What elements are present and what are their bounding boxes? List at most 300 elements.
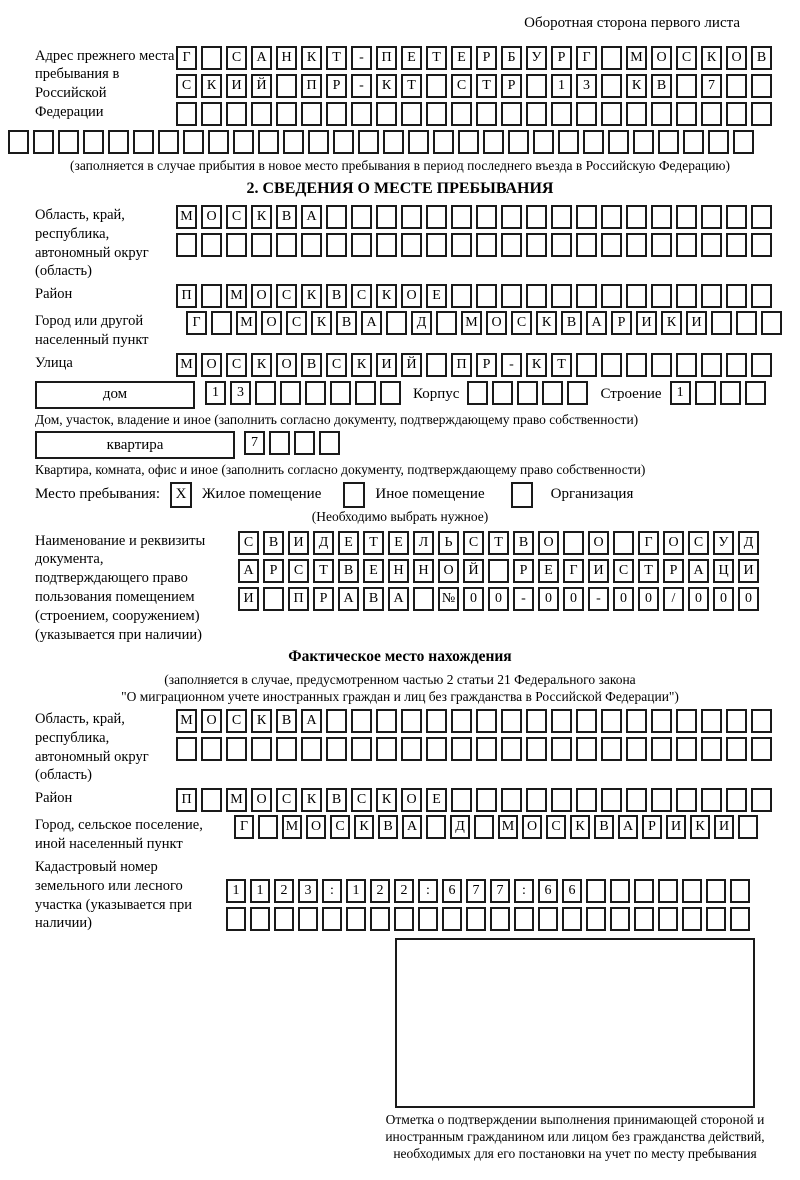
char-cell[interactable]: - — [513, 587, 534, 611]
char-cell[interactable]: М — [498, 815, 518, 839]
char-cell[interactable]: К — [301, 46, 322, 70]
char-cell[interactable] — [426, 709, 447, 733]
char-cell[interactable] — [451, 709, 472, 733]
char-cell[interactable] — [386, 311, 407, 335]
char-cell[interactable] — [426, 233, 447, 257]
fact-oblast-row-2[interactable] — [176, 737, 776, 761]
char-cell[interactable]: Е — [388, 531, 409, 555]
char-cell[interactable]: С — [351, 284, 372, 308]
char-cell[interactable] — [351, 709, 372, 733]
char-cell[interactable] — [351, 205, 372, 229]
char-cell[interactable]: 7 — [466, 879, 486, 903]
char-cell[interactable] — [526, 74, 547, 98]
char-cell[interactable] — [274, 907, 294, 931]
char-cell[interactable] — [626, 205, 647, 229]
char-cell[interactable] — [626, 102, 647, 126]
char-cell[interactable]: И — [686, 311, 707, 335]
char-cell[interactable]: 2 — [274, 879, 294, 903]
char-cell[interactable] — [726, 788, 747, 812]
char-cell[interactable]: О — [522, 815, 542, 839]
char-cell[interactable] — [726, 74, 747, 98]
char-cell[interactable] — [501, 788, 522, 812]
char-cell[interactable]: Д — [738, 531, 759, 555]
char-cell[interactable] — [433, 130, 454, 154]
char-cell[interactable] — [33, 130, 54, 154]
char-cell[interactable] — [726, 284, 747, 308]
char-cell[interactable]: К — [301, 788, 322, 812]
char-cell[interactable]: 0 — [538, 587, 559, 611]
char-cell[interactable] — [658, 907, 678, 931]
char-cell[interactable] — [601, 353, 622, 377]
char-cell[interactable] — [255, 381, 276, 405]
char-cell[interactable] — [745, 381, 766, 405]
char-cell[interactable] — [351, 737, 372, 761]
char-cell[interactable] — [501, 709, 522, 733]
char-cell[interactable]: Г — [186, 311, 207, 335]
fact-oblast-row-1[interactable] — [176, 709, 776, 733]
char-cell[interactable]: А — [251, 46, 272, 70]
char-cell[interactable] — [451, 284, 472, 308]
char-cell[interactable]: К — [376, 284, 397, 308]
char-cell[interactable] — [651, 709, 672, 733]
char-cell[interactable] — [733, 130, 754, 154]
char-cell[interactable]: И — [714, 815, 734, 839]
char-cell[interactable] — [294, 431, 315, 455]
char-cell[interactable] — [280, 381, 301, 405]
char-cell[interactable] — [576, 788, 597, 812]
char-cell[interactable] — [730, 879, 750, 903]
char-cell[interactable] — [751, 233, 772, 257]
char-cell[interactable] — [601, 284, 622, 308]
char-cell[interactable] — [408, 130, 429, 154]
char-cell[interactable] — [176, 102, 197, 126]
char-cell[interactable]: Й — [401, 353, 422, 377]
char-cell[interactable] — [258, 815, 278, 839]
char-cell[interactable]: Г — [576, 46, 597, 70]
char-cell[interactable]: К — [526, 353, 547, 377]
char-cell[interactable] — [538, 907, 558, 931]
char-cell[interactable]: Р — [313, 587, 334, 611]
char-cell[interactable] — [526, 233, 547, 257]
char-cell[interactable]: 3 — [576, 74, 597, 98]
char-cell[interactable] — [451, 233, 472, 257]
char-cell[interactable]: У — [526, 46, 547, 70]
char-cell[interactable] — [263, 587, 284, 611]
char-cell[interactable] — [426, 353, 447, 377]
char-cell[interactable] — [201, 46, 222, 70]
char-cell[interactable] — [401, 737, 422, 761]
char-cell[interactable] — [676, 284, 697, 308]
char-cell[interactable] — [726, 233, 747, 257]
char-cell[interactable] — [250, 907, 270, 931]
char-cell[interactable] — [658, 879, 678, 903]
char-cell[interactable] — [676, 102, 697, 126]
char-cell[interactable]: П — [288, 587, 309, 611]
char-cell[interactable] — [701, 233, 722, 257]
char-cell[interactable] — [514, 907, 534, 931]
char-cell[interactable] — [726, 102, 747, 126]
char-cell[interactable] — [551, 233, 572, 257]
char-cell[interactable]: И — [636, 311, 657, 335]
char-cell[interactable] — [458, 130, 479, 154]
char-cell[interactable] — [380, 381, 401, 405]
char-cell[interactable]: 1 — [670, 381, 691, 405]
char-cell[interactable]: Т — [551, 353, 572, 377]
char-cell[interactable] — [701, 709, 722, 733]
char-cell[interactable] — [226, 102, 247, 126]
char-cell[interactable] — [576, 233, 597, 257]
char-cell[interactable]: А — [301, 709, 322, 733]
char-cell[interactable]: 3 — [298, 879, 318, 903]
char-cell[interactable] — [634, 879, 654, 903]
char-cell[interactable] — [726, 709, 747, 733]
char-cell[interactable] — [442, 907, 462, 931]
char-cell[interactable]: 1 — [226, 879, 246, 903]
char-cell[interactable] — [676, 709, 697, 733]
char-cell[interactable] — [526, 284, 547, 308]
char-cell[interactable] — [634, 907, 654, 931]
char-cell[interactable] — [326, 205, 347, 229]
char-cell[interactable] — [601, 788, 622, 812]
char-cell[interactable] — [276, 102, 297, 126]
char-cell[interactable]: С — [226, 46, 247, 70]
char-cell[interactable] — [576, 205, 597, 229]
char-cell[interactable] — [201, 102, 222, 126]
char-cell[interactable]: - — [351, 46, 372, 70]
char-cell[interactable]: Л — [413, 531, 434, 555]
char-cell[interactable]: О — [663, 531, 684, 555]
char-cell[interactable]: Г — [234, 815, 254, 839]
char-cell[interactable] — [651, 233, 672, 257]
char-cell[interactable]: К — [376, 74, 397, 98]
char-cell[interactable]: В — [561, 311, 582, 335]
char-cell[interactable]: О — [726, 46, 747, 70]
char-cell[interactable]: 1 — [551, 74, 572, 98]
char-cell[interactable] — [562, 907, 582, 931]
char-cell[interactable]: 6 — [538, 879, 558, 903]
char-cell[interactable] — [201, 284, 222, 308]
char-cell[interactable] — [466, 907, 486, 931]
char-cell[interactable] — [526, 709, 547, 733]
char-cell[interactable] — [226, 233, 247, 257]
char-cell[interactable] — [738, 815, 758, 839]
char-cell[interactable] — [730, 907, 750, 931]
char-cell[interactable] — [626, 233, 647, 257]
char-cell[interactable]: Д — [313, 531, 334, 555]
char-cell[interactable] — [576, 353, 597, 377]
char-cell[interactable] — [711, 311, 732, 335]
char-cell[interactable]: Г — [638, 531, 659, 555]
char-cell[interactable] — [701, 353, 722, 377]
char-cell[interactable] — [276, 233, 297, 257]
char-cell[interactable] — [633, 130, 654, 154]
char-cell[interactable]: И — [738, 559, 759, 583]
char-cell[interactable]: А — [238, 559, 259, 583]
char-cell[interactable]: С — [688, 531, 709, 555]
char-cell[interactable] — [658, 130, 679, 154]
char-cell[interactable]: Р — [501, 74, 522, 98]
char-cell[interactable] — [706, 879, 726, 903]
char-cell[interactable]: О — [261, 311, 282, 335]
char-cell[interactable]: / — [663, 587, 684, 611]
char-cell[interactable] — [333, 130, 354, 154]
char-cell[interactable]: С — [176, 74, 197, 98]
char-cell[interactable]: М — [176, 353, 197, 377]
char-cell[interactable] — [551, 284, 572, 308]
char-cell[interactable] — [436, 311, 457, 335]
char-cell[interactable]: 6 — [562, 879, 582, 903]
char-cell[interactable]: А — [338, 587, 359, 611]
char-cell[interactable] — [322, 907, 342, 931]
char-cell[interactable] — [676, 737, 697, 761]
char-cell[interactable]: О — [201, 205, 222, 229]
char-cell[interactable] — [467, 381, 488, 405]
char-cell[interactable] — [708, 130, 729, 154]
char-cell[interactable] — [251, 233, 272, 257]
char-cell[interactable]: С — [326, 353, 347, 377]
char-cell[interactable]: С — [286, 311, 307, 335]
char-cell[interactable] — [551, 102, 572, 126]
char-cell[interactable]: 2 — [370, 879, 390, 903]
char-cell[interactable]: С — [463, 531, 484, 555]
checkbox-zhiloe[interactable]: X — [170, 482, 192, 508]
char-cell[interactable] — [576, 709, 597, 733]
char-cell[interactable]: М — [461, 311, 482, 335]
prev-address-row-4[interactable] — [8, 130, 792, 154]
char-cell[interactable]: С — [226, 709, 247, 733]
char-cell[interactable] — [58, 130, 79, 154]
char-cell[interactable] — [476, 737, 497, 761]
char-cell[interactable] — [576, 102, 597, 126]
char-cell[interactable]: С — [451, 74, 472, 98]
char-cell[interactable]: О — [651, 46, 672, 70]
stroenie-cells[interactable] — [670, 381, 770, 405]
char-cell[interactable] — [682, 879, 702, 903]
char-cell[interactable]: Т — [363, 531, 384, 555]
char-cell[interactable] — [233, 130, 254, 154]
char-cell[interactable]: К — [701, 46, 722, 70]
char-cell[interactable]: 7 — [490, 879, 510, 903]
char-cell[interactable] — [426, 205, 447, 229]
char-cell[interactable]: О — [251, 284, 272, 308]
char-cell[interactable] — [501, 284, 522, 308]
checkbox-org[interactable] — [511, 482, 533, 508]
char-cell[interactable]: С — [546, 815, 566, 839]
char-cell[interactable]: 7 — [244, 431, 265, 455]
char-cell[interactable]: К — [536, 311, 557, 335]
char-cell[interactable] — [501, 205, 522, 229]
char-cell[interactable] — [576, 284, 597, 308]
char-cell[interactable] — [533, 130, 554, 154]
char-cell[interactable] — [676, 353, 697, 377]
char-cell[interactable]: В — [326, 284, 347, 308]
char-cell[interactable]: Р — [263, 559, 284, 583]
char-cell[interactable] — [301, 233, 322, 257]
char-cell[interactable]: : — [322, 879, 342, 903]
char-cell[interactable]: М — [176, 205, 197, 229]
char-cell[interactable]: Р — [663, 559, 684, 583]
char-cell[interactable] — [501, 737, 522, 761]
char-cell[interactable]: В — [651, 74, 672, 98]
char-cell[interactable] — [626, 353, 647, 377]
char-cell[interactable] — [526, 737, 547, 761]
char-cell[interactable]: Е — [426, 284, 447, 308]
char-cell[interactable]: 6 — [442, 879, 462, 903]
char-cell[interactable] — [298, 907, 318, 931]
char-cell[interactable]: Е — [538, 559, 559, 583]
char-cell[interactable]: И — [666, 815, 686, 839]
char-cell[interactable]: 3 — [230, 381, 251, 405]
char-cell[interactable] — [751, 284, 772, 308]
char-cell[interactable]: И — [238, 587, 259, 611]
char-cell[interactable] — [682, 907, 702, 931]
ulitsa-row[interactable] — [176, 353, 776, 377]
char-cell[interactable]: К — [351, 353, 372, 377]
char-cell[interactable] — [651, 788, 672, 812]
char-cell[interactable]: К — [251, 709, 272, 733]
char-cell[interactable]: П — [176, 284, 197, 308]
char-cell[interactable] — [276, 74, 297, 98]
char-cell[interactable]: 7 — [701, 74, 722, 98]
char-cell[interactable] — [526, 205, 547, 229]
char-cell[interactable] — [626, 737, 647, 761]
char-cell[interactable] — [351, 102, 372, 126]
char-cell[interactable]: П — [176, 788, 197, 812]
char-cell[interactable] — [601, 737, 622, 761]
char-cell[interactable]: М — [226, 788, 247, 812]
char-cell[interactable] — [426, 815, 446, 839]
char-cell[interactable]: 1 — [205, 381, 226, 405]
char-cell[interactable] — [330, 381, 351, 405]
char-cell[interactable] — [376, 709, 397, 733]
char-cell[interactable]: С — [276, 284, 297, 308]
char-cell[interactable]: П — [376, 46, 397, 70]
char-cell[interactable] — [226, 737, 247, 761]
char-cell[interactable] — [726, 205, 747, 229]
char-cell[interactable]: Й — [463, 559, 484, 583]
char-cell[interactable]: 0 — [713, 587, 734, 611]
char-cell[interactable] — [383, 130, 404, 154]
prev-address-row-3[interactable] — [176, 102, 776, 126]
char-cell[interactable] — [626, 284, 647, 308]
char-cell[interactable]: М — [176, 709, 197, 733]
char-cell[interactable]: К — [251, 205, 272, 229]
char-cell[interactable]: И — [376, 353, 397, 377]
char-cell[interactable] — [701, 205, 722, 229]
char-cell[interactable]: К — [690, 815, 710, 839]
char-cell[interactable] — [474, 815, 494, 839]
char-cell[interactable] — [751, 709, 772, 733]
char-cell[interactable] — [701, 788, 722, 812]
char-cell[interactable] — [610, 879, 630, 903]
korpus-cells[interactable] — [467, 381, 592, 405]
char-cell[interactable]: С — [330, 815, 350, 839]
char-cell[interactable]: О — [538, 531, 559, 555]
char-cell[interactable]: В — [338, 559, 359, 583]
char-cell[interactable]: Т — [326, 46, 347, 70]
char-cell[interactable] — [761, 311, 782, 335]
char-cell[interactable] — [451, 102, 472, 126]
char-cell[interactable] — [326, 709, 347, 733]
checkbox-inoe[interactable] — [343, 482, 365, 508]
char-cell[interactable] — [376, 102, 397, 126]
char-cell[interactable] — [601, 102, 622, 126]
prev-address-row-1[interactable] — [176, 46, 776, 70]
char-cell[interactable]: В — [263, 531, 284, 555]
char-cell[interactable] — [601, 709, 622, 733]
fact-raion-row[interactable] — [176, 788, 776, 812]
char-cell[interactable]: Т — [401, 74, 422, 98]
char-cell[interactable]: А — [361, 311, 382, 335]
document-row-2[interactable] — [238, 559, 763, 583]
kadastr-row-2[interactable] — [226, 907, 754, 931]
char-cell[interactable] — [601, 46, 622, 70]
char-cell[interactable]: О — [201, 709, 222, 733]
char-cell[interactable] — [676, 205, 697, 229]
char-cell[interactable] — [301, 737, 322, 761]
char-cell[interactable] — [701, 284, 722, 308]
char-cell[interactable] — [651, 102, 672, 126]
char-cell[interactable]: А — [388, 587, 409, 611]
char-cell[interactable] — [376, 737, 397, 761]
char-cell[interactable] — [201, 233, 222, 257]
char-cell[interactable] — [201, 788, 222, 812]
char-cell[interactable] — [451, 737, 472, 761]
char-cell[interactable]: В — [301, 353, 322, 377]
char-cell[interactable] — [751, 102, 772, 126]
char-cell[interactable]: О — [201, 353, 222, 377]
char-cell[interactable]: О — [306, 815, 326, 839]
char-cell[interactable]: К — [251, 353, 272, 377]
char-cell[interactable]: : — [418, 879, 438, 903]
char-cell[interactable] — [563, 531, 584, 555]
char-cell[interactable] — [501, 233, 522, 257]
char-cell[interactable] — [751, 74, 772, 98]
char-cell[interactable] — [586, 879, 606, 903]
char-cell[interactable]: 2 — [394, 879, 414, 903]
char-cell[interactable] — [613, 531, 634, 555]
apartment-cells[interactable] — [244, 431, 344, 455]
char-cell[interactable]: В — [363, 587, 384, 611]
char-cell[interactable] — [208, 130, 229, 154]
char-cell[interactable] — [8, 130, 29, 154]
char-cell[interactable] — [133, 130, 154, 154]
char-cell[interactable]: Р — [611, 311, 632, 335]
char-cell[interactable] — [158, 130, 179, 154]
char-cell[interactable]: С — [676, 46, 697, 70]
char-cell[interactable]: К — [661, 311, 682, 335]
char-cell[interactable]: 0 — [463, 587, 484, 611]
char-cell[interactable] — [476, 233, 497, 257]
char-cell[interactable] — [276, 737, 297, 761]
char-cell[interactable] — [526, 788, 547, 812]
char-cell[interactable]: О — [251, 788, 272, 812]
char-cell[interactable] — [283, 130, 304, 154]
char-cell[interactable] — [451, 205, 472, 229]
char-cell[interactable]: Т — [638, 559, 659, 583]
char-cell[interactable]: М — [236, 311, 257, 335]
char-cell[interactable]: П — [451, 353, 472, 377]
char-cell[interactable]: В — [326, 788, 347, 812]
char-cell[interactable]: О — [588, 531, 609, 555]
char-cell[interactable]: 0 — [613, 587, 634, 611]
char-cell[interactable]: С — [288, 559, 309, 583]
char-cell[interactable] — [308, 130, 329, 154]
char-cell[interactable] — [701, 102, 722, 126]
char-cell[interactable] — [319, 431, 340, 455]
char-cell[interactable]: Н — [276, 46, 297, 70]
char-cell[interactable]: 0 — [563, 587, 584, 611]
